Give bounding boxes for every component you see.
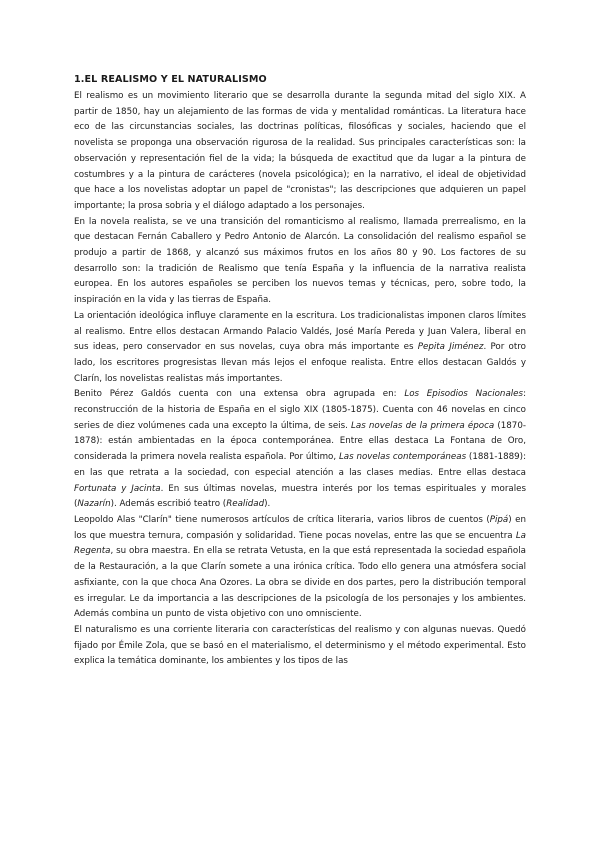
text-run: : reconstrucción de la historia de España en el siglo XIX (1805-1875). Cuenta con 46 novelas en cinco series de diez volúmenes cada una excepto la última, de seis. [74,389,526,431]
italic-text-run: Realidad [226,499,265,510]
text-run: En la novela realista, se ve una transición del romanticismo al realismo, llamada prerrealismo, en la que destacan Fernán Caballero y Pedro Antonio de Alarcón. La consolidación del realismo español se produjo a partir de 1868, y alcanzó sus máximos frutos en los años 80 y 90. Los factores de su desarrollo son: la tradición de Realismo que tenía España y la influencia de la narrativa realista europea. En los autores españoles se perciben los nuevos temas y técnicas, pero, sobre todo, la inspiración en la vida y las tierras de España. [74,216,526,306]
paragraph-list [74,89,526,670]
body-paragraph [74,309,526,388]
text-run: El naturalismo es una corriente literaria con características del realismo y con algunas nuevas. Quedó fijado por Émile Zola, que se basó en el materialismo, el determinismo y el método experimental. Esto explica la temática dominante, los ambientes y los tipos de las [74,624,526,667]
section-title: 1.EL REALISMO Y EL NATURALISMO [74,74,267,85]
italic-text-run: Pepita Jiménez [417,342,484,353]
text-run: ). Además escribió teatro ( [110,499,227,510]
italic-text-run: Los Episodios Nacionales [404,389,524,400]
italic-text-run: Fortunata y Jacinta [74,483,161,494]
body-paragraph [74,89,526,215]
text-run: (1870-1878): están ambientadas en la época contemporánea. Entre ellas destaca La Fontana de Oro, considerada la primera novela realista española. Por último, [74,420,526,463]
body-paragraph [74,623,526,670]
text-run: . Por otro lado, los escritores progresistas llevan más lejos el enfoque realista. Entre ellos destacan Galdós y Clarín, los novelistas realistas más importantes. [74,342,526,384]
text-run: Benito Pérez Galdós cuenta con una extensa obra agrupada en: [74,389,405,400]
document-body [74,74,526,670]
text-run: ). [264,499,271,510]
italic-text-run: Pipá [489,514,509,525]
text-run: ) en los que muestra ternura, compasión y solidaridad. Tiene pocas novelas, entre las que se encuentra [74,514,526,541]
body-paragraph [74,387,526,513]
italic-text-run: Nazarín [77,499,111,510]
text-run: La orientación ideológica influye claramente en la escritura. Los tradicionalistas imponen claros límites al realismo. Entre ellos destacan Armando Palacio Valdés, José María Pereda y Juan Valera, liberal en sus ideas, pero conservador en sus novelas, cuya obra más importante es [74,310,526,353]
text-run: (1881-1889): en las que retrata a la sociedad, con especial atención a las clases medias. Entre ellas destaca [74,452,526,478]
body-paragraph [74,215,526,309]
italic-text-run: Las novelas contemporáneas [338,452,467,463]
text-run: . En sus últimas novelas, muestra interés por los temas espirituales y morales ( [74,483,526,510]
italic-text-run: Las novelas de la primera época [351,420,495,431]
body-paragraph [74,513,526,623]
text-run: El realismo es un movimiento literario que se desarrolla durante la segunda mitad del siglo XIX. A partir de 1850, hay un alejamiento de las formas de vida y mentalidad románticas. La literatura hace eco de las circunstancias sociales, las doctrinas políticas, filosóficas y sociales, haciendo que el novelista se proponga una observación rigurosa de la realidad. Sus principales características son: la observación y representación fiel de la vida; la búsqueda de exactitud que da lugar a la pintura de costumbres y a la pintura de carácteres (novela psicológica); en la narrativo, el ideal de objetividad que hace a los novelistas adoptar un papel de "cronistas"; las descripciones que adquieren un papel importante; la prosa sobria y el diálogo adaptado a los personajes. [74,91,526,211]
italic-text-run: La Regenta [74,530,526,557]
text-run: Leopoldo Alas "Clarín" tiene numerosos artículos de crítica literaria, varios libros de cuentos ( [74,514,490,525]
text-run: , su obra maestra. En ella se retrata Vetusta, en la que está representada la sociedad española de la Restauración, a la que Clarín somete a una irónica crítica. Todo ello genera una atmósfera social asfixiante, con la que choca Ana Ozores. La obra se divide en dos partes, pero la distribución temporal es irregular. Le da importancia a las descripciones de la psicología de los personajes y los ambientes. Además combina un punto de vista objetivo con uno omnisciente. [74,546,526,620]
